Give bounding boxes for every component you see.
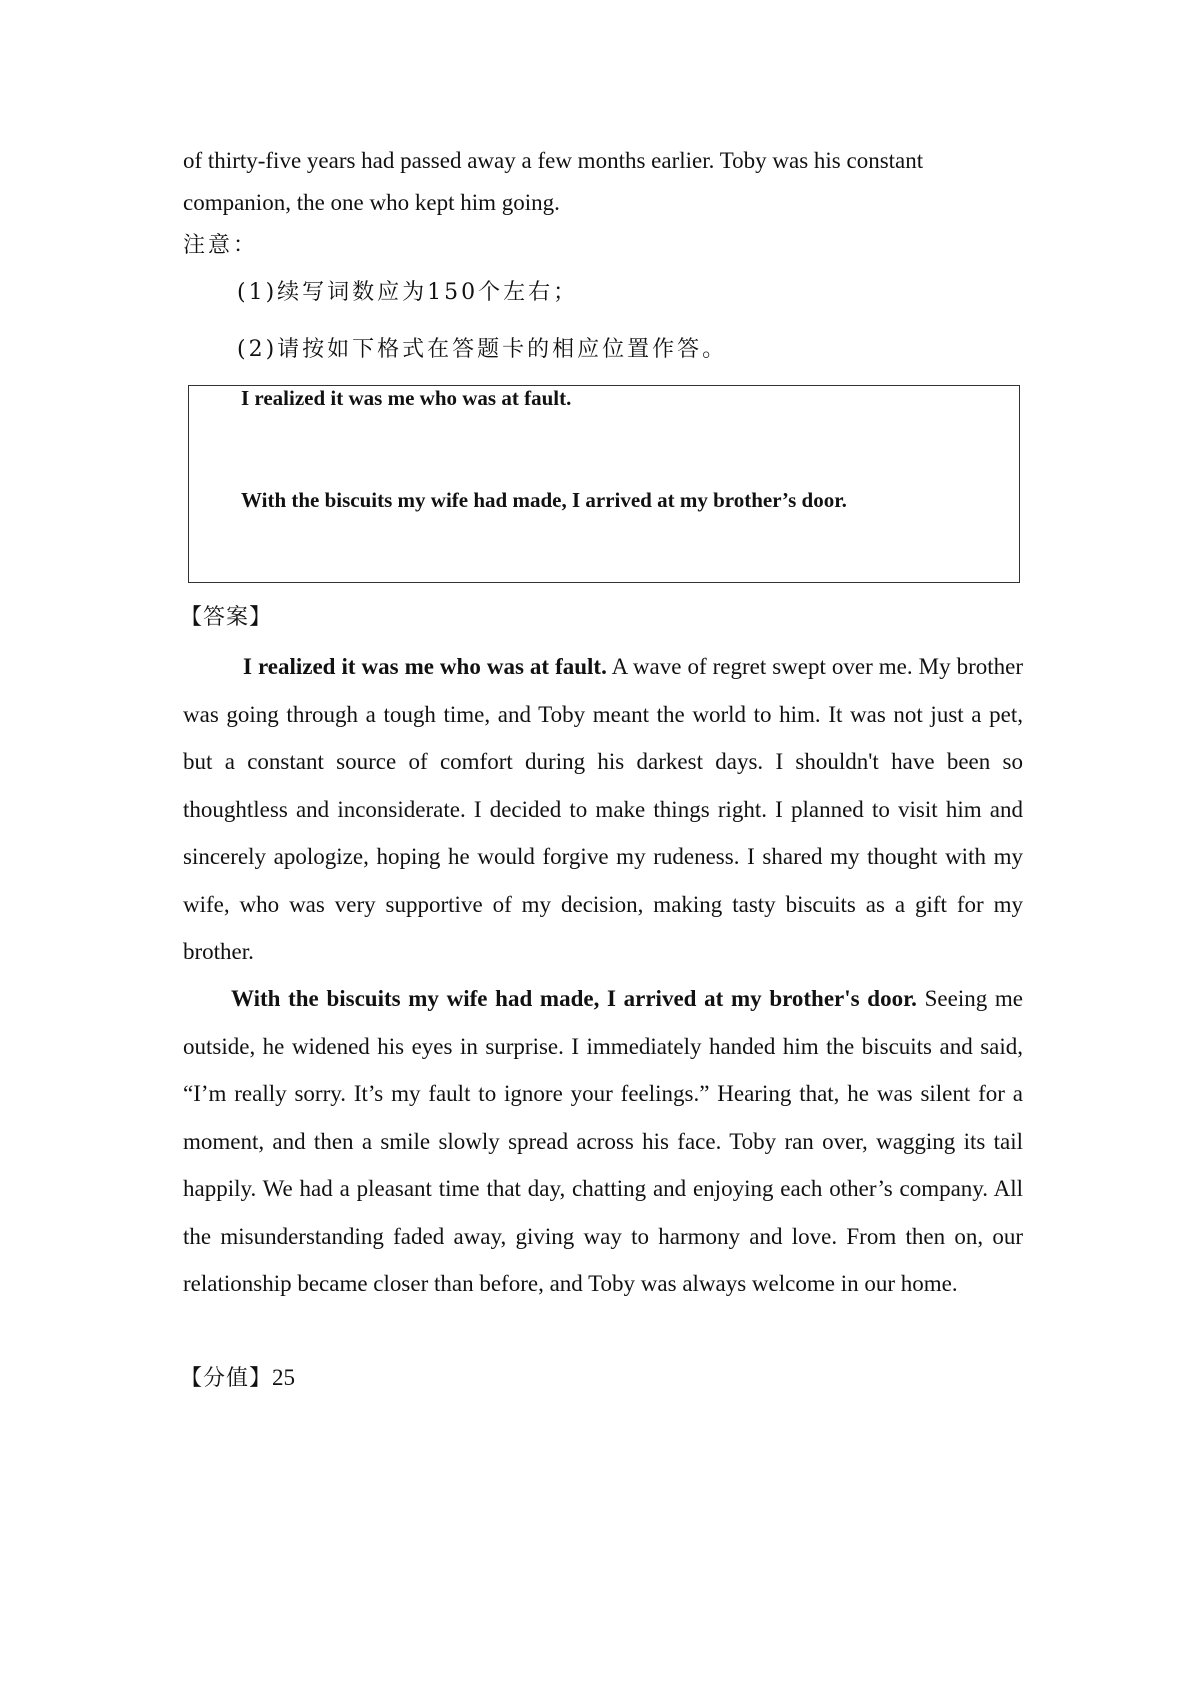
format-box-line-2: With the biscuits my wife had made, I arrived at my brother’s door.	[241, 488, 847, 512]
score-value: 25	[272, 1365, 296, 1390]
score-label: 【分值】	[180, 1366, 273, 1391]
answer-p1-lead: I realized it was me who was at fault.	[243, 654, 607, 679]
answer-heading: 【答案】	[180, 605, 273, 630]
score-line	[180, 1363, 295, 1394]
notes-heading: 注意：	[183, 233, 259, 258]
answer-p1-body: A wave of regret swept over me. My brother was going through a tough time, and Toby meant the world to him. It was not just a pet, but a constant source of comfort during his darkest days. I shouldn't have been so thoughtless and inconsiderate. I decided to make things right. I planned to visit him and sincerely apologize, hoping he would forgive my rudeness. I shared my thought with my wife, who was very supportive of my decision, making tasty biscuits as a gift for my brother.	[183, 654, 1023, 964]
answer-p2-body: Seeing me outside, he widened his eyes in surprise. I immediately handed him the biscuits and said, “I’m really sorry. It’s my fault to ignore your feelings.” Hearing that, he was silent for a moment, and then a smile slowly spread across his face. Toby ran over, wagging its tail happily. We had a pleasant time that day, chatting and enjoying each other’s company. All the misunderstanding faded away, giving way to harmony and love. From then on, our relationship became closer than before, and Toby was always welcome in our home.	[183, 986, 1023, 1296]
answer-paragraph-2	[183, 975, 1023, 1308]
intro-line-2: companion, the one who kept him going.	[183, 190, 560, 215]
answer-p2-lead: With the biscuits my wife had made, I arrived at my brother's door.	[231, 986, 917, 1011]
format-box-line-1: I realized it was me who was at fault.	[241, 386, 572, 410]
answer-paragraph-1	[183, 643, 1023, 976]
intro-line-1: of thirty-five years had passed away a few months earlier. Toby was his constant	[183, 148, 924, 173]
notes-item-2: (2)请按如下格式在答题卡的相应位置作答。	[237, 337, 728, 362]
notes-item-1: (1)续写词数应为150个左右；	[237, 280, 579, 305]
format-box	[188, 385, 1020, 583]
